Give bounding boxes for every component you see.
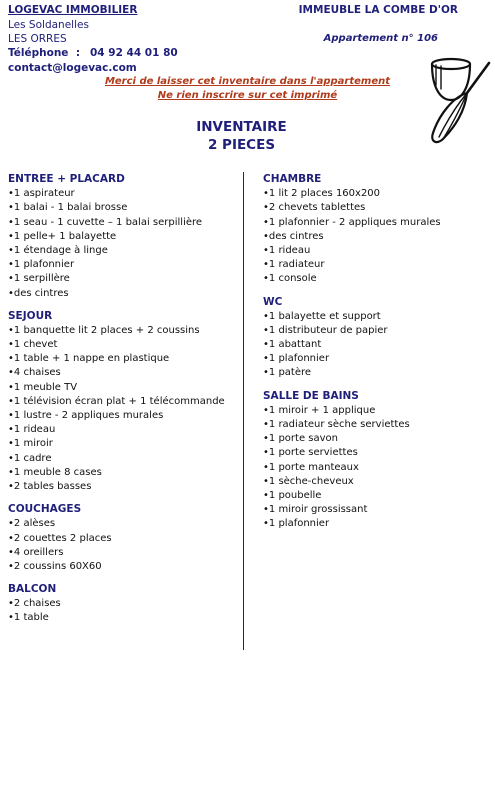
inventory-item: [8, 423, 238, 437]
inventory-item: [263, 324, 488, 338]
right-inventory-column: [263, 172, 488, 540]
notice-line-1: Merci de laisser cet inventaire dans l'appartement: [104, 76, 391, 87]
section-couchages: [8, 502, 238, 574]
inventory-item-text: 1 porte manteaux: [268, 461, 359, 473]
inventory-item: [263, 338, 488, 352]
inventory-item: [263, 461, 488, 475]
bullet-icon: •: [263, 259, 269, 271]
inventory-item-text: 1 cadre: [13, 452, 52, 464]
address-line-2: LES ORRES: [8, 33, 67, 45]
inventory-item-text: 1 porte savon: [268, 433, 338, 445]
phone-separator: :: [75, 47, 81, 59]
inventory-item-text: 1 plafonnier: [268, 353, 330, 365]
bullet-icon: •: [263, 230, 269, 242]
left-inventory-column: [8, 172, 238, 634]
bullet-icon: •: [263, 489, 269, 501]
inventory-item-text: 2 chevets tablettes: [268, 202, 366, 214]
inventory-item: [263, 503, 488, 517]
inventory-item: [8, 216, 238, 230]
bullet-icon: •: [8, 395, 14, 407]
inventory-item: [8, 338, 238, 352]
inventory-item: [8, 546, 238, 560]
company-name: LOGEVAC IMMOBILIER: [8, 4, 138, 16]
notice-line-2: Ne rien inscrire sur cet imprimé: [157, 90, 338, 101]
section-entree-placard: [8, 172, 238, 301]
bullet-icon: •: [8, 367, 14, 379]
bullet-icon: •: [8, 480, 14, 492]
inventory-item-text: 1 seau - 1 cuvette – 1 balai serpillière: [13, 216, 203, 228]
section-heading: CHAMBRE: [263, 173, 322, 185]
section-heading: SALLE DE BAINS: [263, 389, 359, 402]
document-title: INVENTAIRE: [196, 119, 287, 135]
email-address: contact@logevac.com: [8, 62, 137, 74]
bullet-icon: •: [263, 202, 269, 214]
inventory-item: [8, 366, 238, 380]
column-divider: [243, 172, 244, 650]
section-balcon: [8, 582, 238, 626]
bullet-icon: •: [8, 598, 14, 610]
bullet-icon: •: [8, 230, 14, 242]
inventory-item: [263, 489, 488, 503]
bullet-icon: •: [8, 273, 14, 285]
inventory-item-text: 1 serpillère: [13, 273, 70, 285]
section-heading: COUCHAGES: [8, 503, 82, 516]
inventory-item-text: 1 table + 1 nappe en plastique: [13, 353, 170, 365]
inventory-item-text: 1 chevet: [13, 339, 58, 351]
inventory-item-text: 1 miroir + 1 applique: [268, 404, 376, 416]
bullet-icon: •: [8, 287, 14, 299]
inventory-item: [8, 352, 238, 366]
bullet-icon: •: [8, 560, 14, 572]
bullet-icon: •: [263, 504, 269, 516]
bullet-icon: •: [263, 244, 269, 256]
bullet-icon: •: [263, 353, 269, 365]
inventory-item: [8, 258, 238, 272]
inventory-item-text: 1 miroir grossissant: [268, 504, 368, 516]
inventory-item-text: 1 aspirateur: [13, 188, 75, 200]
inventory-item: [8, 452, 238, 466]
section-sejour: [8, 309, 238, 494]
bullet-icon: •: [263, 367, 269, 379]
inventory-item: [8, 230, 238, 244]
inventory-item-text: 1 lit 2 places 160x200: [268, 188, 381, 200]
inventory-item: [8, 517, 238, 531]
inventory-item-text: 4 chaises: [13, 367, 61, 379]
bullet-icon: •: [263, 433, 269, 445]
bullet-icon: •: [8, 424, 14, 436]
inventory-item-text: 1 radiateur sèche serviettes: [268, 419, 410, 430]
bullet-icon: •: [263, 475, 269, 487]
inventory-item-text: 1 balayette et support: [268, 310, 381, 322]
inventory-item-text: 1 balai - 1 balai brosse: [13, 202, 128, 214]
bullet-icon: •: [263, 518, 269, 530]
inventory-item-text: 1 meuble 8 cases: [13, 466, 102, 478]
inventory-item: [8, 324, 238, 338]
bullet-icon: •: [8, 381, 14, 393]
inventory-item: [263, 475, 488, 489]
inventory-item: [8, 187, 238, 201]
inventory-item: [263, 432, 488, 446]
inventory-item: [8, 532, 238, 546]
inventory-item-text: 1 pelle+ 1 balayette: [13, 230, 117, 242]
inventory-item: [8, 395, 238, 409]
inventory-item: [263, 404, 488, 418]
apartment-number: Appartement n° 106: [323, 33, 438, 44]
address-line-1: Les Soldanelles: [8, 19, 89, 31]
bullet-icon: •: [8, 202, 14, 214]
inventory-item: [8, 381, 238, 395]
bullet-icon: •: [8, 466, 14, 478]
inventory-item: [263, 446, 488, 460]
bullet-icon: •: [263, 188, 269, 200]
inventory-item-text: 2 tables basses: [13, 480, 92, 492]
bullet-icon: •: [8, 339, 14, 351]
inventory-item: [263, 230, 488, 244]
inventory-item-text: 1 étendage à linge: [13, 244, 108, 256]
inventory-item-text: 1 meuble TV: [13, 381, 78, 393]
inventory-item: [8, 466, 238, 480]
inventory-item: [263, 517, 488, 531]
inventory-item: [263, 272, 488, 286]
phone-label: Téléphone: [8, 47, 69, 59]
inventory-item-text: 2 alèses: [13, 518, 56, 530]
inventory-item-text: 1 plafonnier: [268, 518, 330, 530]
inventory-item-text: 1 rideau: [13, 424, 56, 436]
section-heading: ENTREE + PLACARD: [8, 173, 125, 185]
inventory-item-text: 1 patère: [268, 367, 312, 379]
inventory-item-text: 1 poubelle: [268, 489, 322, 501]
bullet-icon: •: [8, 216, 14, 228]
inventory-item: [263, 187, 488, 201]
inventory-item-text: 1 télévision écran plat + 1 télécommande: [13, 395, 225, 407]
section-heading: SEJOUR: [8, 309, 53, 322]
bullet-icon: •: [263, 324, 269, 336]
bullet-icon: •: [8, 612, 14, 624]
inventory-item-text: 1 rideau: [268, 244, 311, 256]
inventory-item: [8, 437, 238, 451]
bullet-icon: •: [8, 410, 14, 421]
inventory-item: [263, 366, 488, 380]
inventory-item-text: 1 table: [13, 612, 49, 624]
bullet-icon: •: [8, 324, 14, 336]
section-heading: BALCON: [8, 583, 57, 596]
bullet-icon: •: [8, 438, 14, 450]
inventory-item-text: 1 sèche-cheveux: [268, 475, 354, 487]
inventory-item: [263, 201, 488, 215]
phone-line: [8, 47, 178, 59]
bullet-icon: •: [263, 339, 269, 351]
bullet-icon: •: [8, 532, 14, 544]
inventory-item: [263, 244, 488, 258]
inventory-item-text: des cintres: [13, 287, 69, 299]
inventory-item: [8, 272, 238, 286]
bullet-icon: •: [263, 273, 269, 285]
section-chambre: [263, 172, 488, 287]
section-salle-de-bains: [263, 389, 488, 532]
inventory-item-text: 1 distributeur de papier: [268, 324, 388, 336]
inventory-item-text: 4 oreillers: [13, 546, 64, 558]
inventory-item: [8, 409, 238, 423]
section-wc: [263, 295, 488, 381]
bullet-icon: •: [263, 216, 269, 228]
inventory-item-text: 1 plafonnier: [13, 259, 75, 271]
inventory-item: [8, 244, 238, 258]
inventory-item: [263, 352, 488, 366]
bullet-icon: •: [8, 546, 14, 558]
bullet-icon: •: [263, 404, 269, 416]
bullet-icon: •: [8, 353, 14, 365]
inventory-item-text: 1 lustre - 2 appliques murales: [13, 410, 164, 421]
inventory-item-text: 1 banquette lit 2 places + 2 coussins: [13, 324, 200, 336]
inventory-item: [263, 418, 488, 432]
inventory-item-text: 2 chaises: [13, 598, 61, 610]
inventory-item-text: 1 console: [268, 273, 317, 285]
inventory-item-text: 1 porte serviettes: [268, 447, 358, 459]
inventory-item: [8, 480, 238, 494]
phone-number: 04 92 44 01 80: [90, 47, 178, 59]
bullet-icon: •: [8, 452, 14, 464]
section-heading: WC: [263, 295, 283, 308]
bullet-icon: •: [263, 447, 269, 459]
inventory-item: [8, 611, 238, 625]
inventory-item-text: des cintres: [268, 230, 324, 242]
document-subtitle: 2 PIECES: [207, 137, 276, 153]
bullet-icon: •: [263, 310, 269, 322]
inventory-item: [263, 258, 488, 272]
inventory-item: [8, 597, 238, 611]
inventory-item: [263, 310, 488, 324]
inventory-item-text: 1 abattant: [268, 339, 322, 351]
building-name: IMMEUBLE LA COMBE D'OR: [298, 4, 458, 16]
bullet-icon: •: [8, 518, 14, 530]
inventory-item-text: 2 couettes 2 places: [13, 532, 112, 544]
inventory-item: [263, 216, 488, 230]
inventory-item: [8, 287, 238, 301]
inventory-item-text: 1 plafonnier - 2 appliques murales: [268, 216, 441, 228]
bullet-icon: •: [263, 461, 269, 473]
bullet-icon: •: [263, 419, 269, 430]
inventory-item: [8, 560, 238, 574]
bullet-icon: •: [8, 259, 14, 271]
inventory-item-text: 1 radiateur: [268, 259, 325, 271]
bullet-icon: •: [8, 244, 14, 256]
inventory-item-text: 1 miroir: [13, 438, 53, 450]
bullet-icon: •: [8, 188, 14, 200]
inventory-item: [8, 201, 238, 215]
inventory-item-text: 2 coussins 60X60: [13, 560, 102, 572]
